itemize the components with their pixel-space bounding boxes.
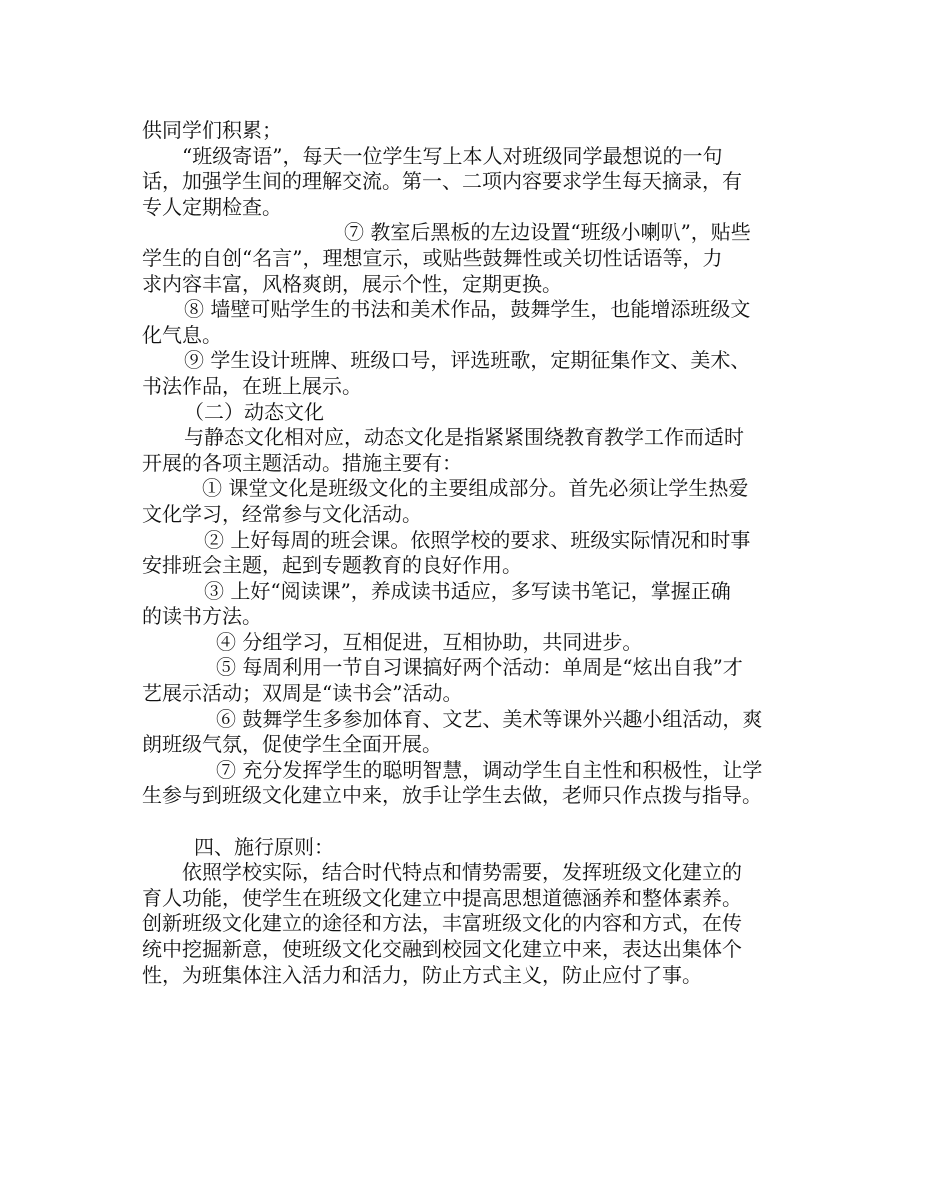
text-line: 的读书方法。 [142,604,262,629]
text-line: 书法作品，在班上展示。 [142,373,362,398]
text-line: ④ 分组学习，互相促进，互相协助，共同进步。 [216,629,643,654]
text-line: “班级寄语”，每天一位学生写上本人对班级同学最想说的一句 [182,143,723,168]
text-line: ⑦ 充分发挥学生的聪明智慧，调动学生自主性和积极性，让学 [216,757,763,782]
blank-line [142,809,822,835]
text-line: ⑨ 学生设计班牌、班级口号，评选班歌，定期征集作文、美术、 [184,348,751,373]
text-line: 话，加强学生间的理解交流。第一、二项内容要求学生每天摘录，有 [142,169,742,194]
text-line: 创新班级文化建立的途径和方法，丰富班级文化的内容和方式，在传 [142,911,742,936]
text-line: 求内容丰富，风格爽朗，展示个性，定期更换。 [142,271,562,296]
text-line: 与静态文化相对应，动态文化是指紧紧围绕教育教学工作而适时 [184,425,744,450]
text-line: ⑤ 每周利用一节自习课搞好两个活动：单周是“炫出自我”才 [216,655,743,680]
text-line: 供同学们积累； [142,118,282,142]
text-line: ① 课堂文化是班级文化的主要组成部分。首先必须让学生热爱 [202,476,749,501]
text-line: 朗班级气氛，促使学生全面开展。 [142,732,442,757]
text-line: ⑧ 墙壁可贴学生的书法和美术作品，鼓舞学生，也能增添班级文 [184,297,751,322]
text-line: （二）动态文化 [184,399,324,424]
text-line: 生参与到班级文化建立中来，放手让学生去做，老师只作点拨与指导。 [142,783,762,808]
text-line: 性，为班集体注入活力和活力，防止方式主义，防止应付了事。 [142,962,702,987]
text-line: 育人功能，使学生在班级文化建立中提高思想道德涵养和整体素养。 [142,885,742,910]
text-line: 专人定期检查。 [142,194,282,219]
text-line: 四、施行原则： [194,834,334,859]
text-line: 艺展示活动；双周是“读书会”活动。 [142,681,463,706]
text-line: 依照学校实际，结合时代特点和情势需要，发挥班级文化建立的 [182,860,742,885]
text-line: 开展的各项主题活动。措施主要有： [142,450,462,475]
document-body [142,118,822,988]
text-line: 化气息。 [142,322,222,347]
text-line: ② 上好每周的班会课。依照学校的要求、班级实际情况和时事 [204,527,751,552]
text-line: 安排班会主题，起到专题教育的良好作用。 [142,553,522,578]
text-line: ⑥ 鼓舞学生多参加体育、文艺、美术等课外兴趣小组活动，爽 [216,706,763,731]
text-line: ⑦ 教室后黑板的左边设置“班级小喇叭”，贴些 [344,220,751,245]
text-line: ③ 上好“阅读课”，养成读书适应，多写读书笔记，掌握正确 [204,578,731,603]
text-line: 统中挖掘新意，使班级文化交融到校园文化建立中来，表达出集体个 [142,937,742,961]
text-line: 文化学习，经常参与文化活动。 [142,501,422,526]
text-line: 学生的自创“名言”，理想宣示，或贴些鼓舞性或关切性话语等，力 [142,245,723,270]
